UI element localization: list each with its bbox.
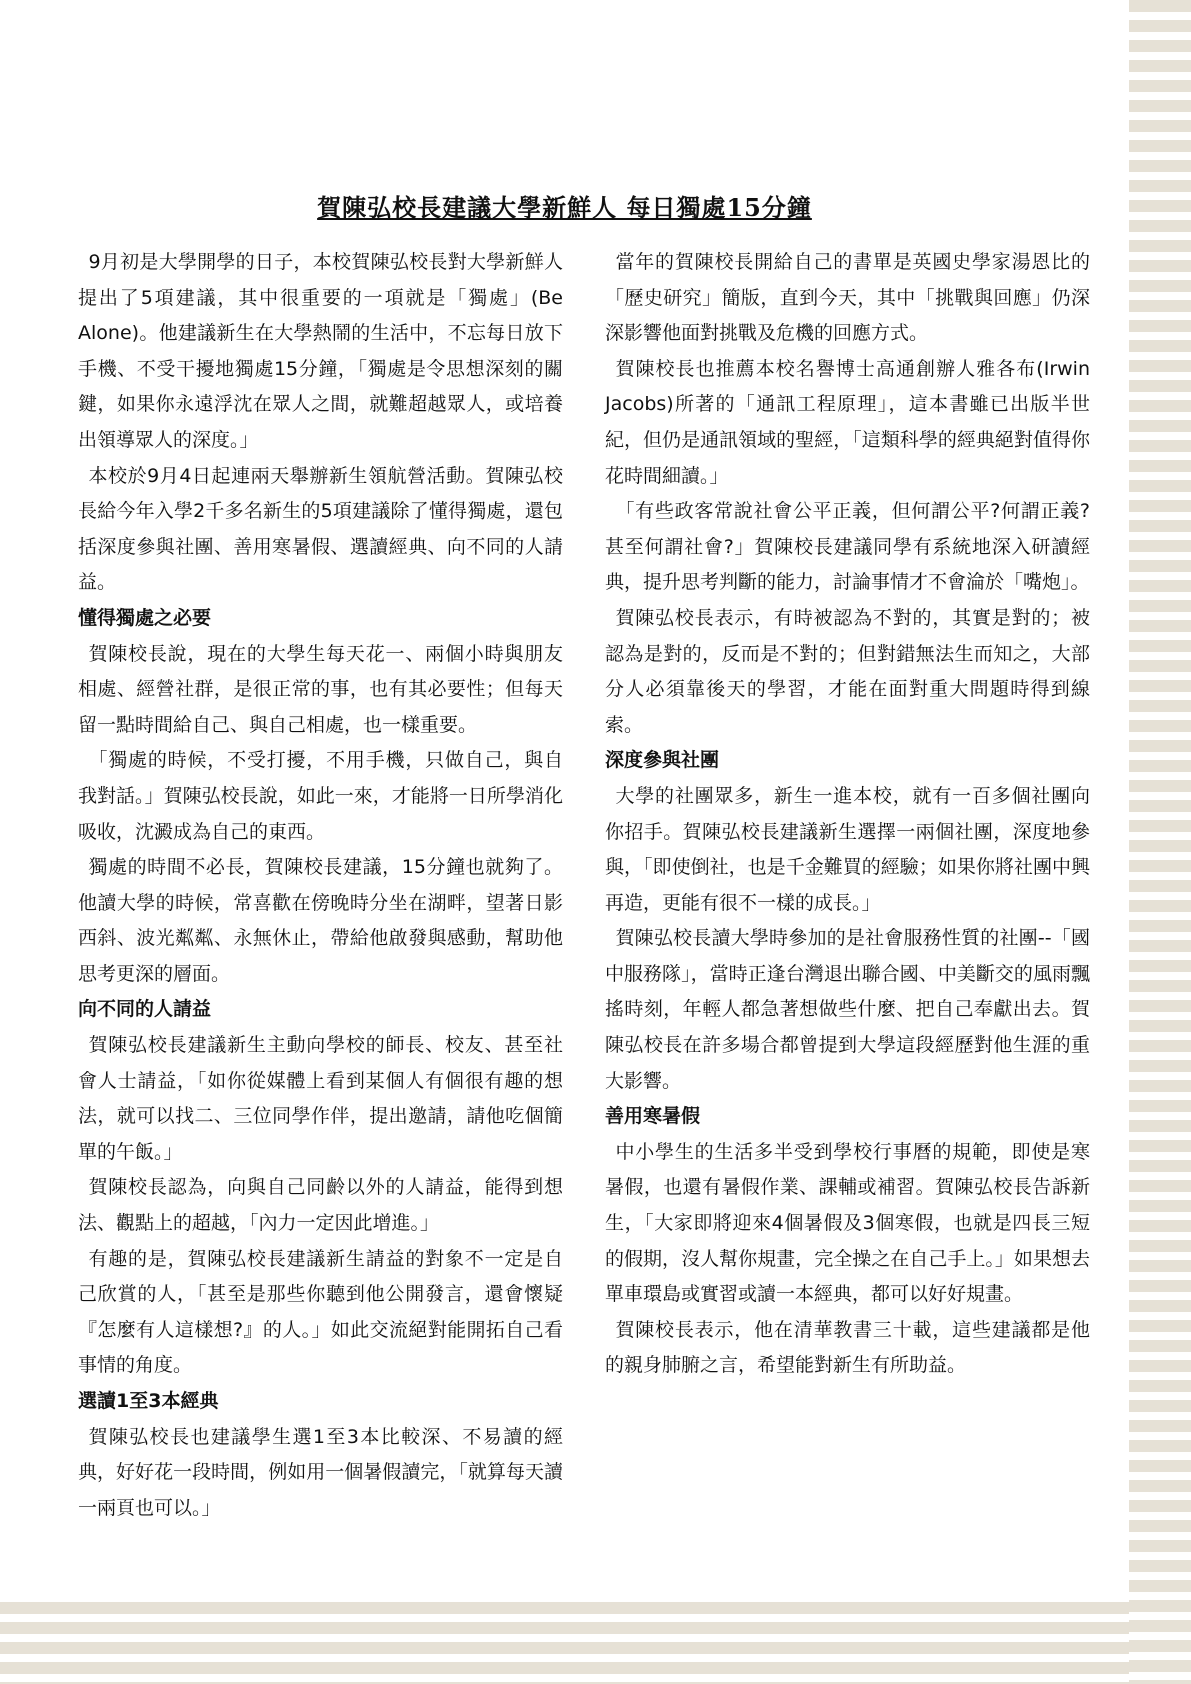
paragraph: 中小學生的生活多半受到學校行事曆的規範，即使是寒暑假，也還有暑假作業、課輔或補習。賀陳弘校長告訴新生，「大家即將迎來4個暑假及3個寒假，也就是四長三短的假期，沒人幫你規畫，完全操之在自己手上。」如果想去單車環島或實習或讀一本經典，都可以好好規畫。 [605,1140,1090,1306]
section-heading: 深度參與社團 [605,749,720,772]
article-column-left [78,245,563,1526]
paragraph: 賀陳校長說，現在的大學生每天花一、兩個小時與朋友相處、經營社群，是很正常的事，也有其必要性；但每天留一點時間給自己、與自己相處，也一樣重要。 [78,642,563,736]
paragraph: 賀陳校長認為，向與自己同齡以外的人請益，能得到想法、觀點上的超越，「內力一定因此增進。」 [78,1176,563,1235]
paragraph: 「有些政客常說社會公平正義，但何謂公平?何謂正義?甚至何謂社會?」賀陳校長建議同學有系統地深入研讀經典，提升思考判斷的能力，討論事情才不會淪於「嘴炮」。 [605,500,1090,594]
paragraph: 賀陳弘校長也建議學生選1至3本比較深、不易讀的經典，好好花一段時間，例如用一個暑假讀完，「就算每天讀一兩頁也可以。」 [78,1425,563,1519]
paragraph: 賀陳弘校長表示，有時被認為不對的，其實是對的；被認為是對的，反而是不對的；但對錯無法生而知之，大部分人必須靠後天的學習，才能在面對重大問題時得到線索。 [605,606,1090,736]
article-column-right [605,245,1090,1384]
decorative-stripes-bottom [0,1602,1129,1684]
paragraph: 9月初是大學開學的日子，本校賀陳弘校長對大學新鮮人提出了5項建議，其中很重要的一項就是「獨處」(Be Alone)。他建議新生在大學熱鬧的生活中，不忘每日放下手機、不受干擾地獨處15分鐘，「獨處是令思想深刻的關鍵，如果你永遠浮沈在眾人之間，就難超越眾人，或培養出領導眾人的深度。」 [78,251,563,451]
paragraph: 獨處的時間不必長，賀陳校長建議，15分鐘也就夠了。他讀大學的時候，常喜歡在傍晚時分坐在湖畔，望著日影西斜、波光粼粼、永無休止，帶給他啟發與感動，幫助他思考更深的層面。 [78,856,563,985]
section-heading: 懂得獨處之必要 [78,606,212,629]
section-heading: 向不同的人請益 [78,998,212,1021]
paragraph: 賀陳校長也推薦本校名譽博士高通創辦人雅各布(Irwin Jacobs)所著的「通訊工程原理」，這本書雖已出版半世紀，但仍是通訊領域的聖經，「這類科學的經典絕對值得你花時間細讀。」 [605,357,1090,487]
paragraph: 賀陳弘校長建議新生主動向學校的師長、校友、甚至社會人士請益，「如你從媒體上看到某個人有個很有趣的想法，就可以找二、三位同學作伴，提出邀請，請他吃個簡單的午飯。」 [78,1034,563,1163]
paragraph: 有趣的是，賀陳弘校長建議新生請益的對象不一定是自己欣賞的人，「甚至是那些你聽到他公開發言，還會懷疑『怎麼有人這樣想?』的人。」如此交流絕對能開拓自己看事情的角度。 [78,1247,563,1377]
paragraph: 賀陳弘校長讀大學時參加的是社會服務性質的社團--「國中服務隊」，當時正逢台灣退出聯合國、中美斷交的風雨飄搖時刻，年輕人都急著想做些什麼、把自己奉獻出去。賀陳弘校長在許多場合都曾提到大學這段經歷對他生涯的重大影響。 [605,927,1090,1092]
article-title: 賀陳弘校長建議大學新鮮人 每日獨處15分鐘 [317,193,812,222]
section-heading: 選讀1至3本經典 [78,1390,219,1412]
section-heading: 善用寒暑假 [605,1105,701,1128]
paragraph: 「獨處的時候，不受打擾，不用手機，只做自己，與自我對話。」賀陳弘校長說，如此一來，才能將一日所學消化吸收，沈澱成為自己的東西。 [78,749,563,843]
paragraph: 本校於9月4日起連兩天舉辦新生領航營活動。賀陳弘校長給今年入學2千多名新生的5項建議除了懂得獨處，還包括深度參與社團、善用寒暑假、選讀經典、向不同的人請益。 [78,464,563,594]
paragraph: 賀陳校長表示，他在清華教書三十載，這些建議都是他的親身肺腑之言，希望能對新生有所助益。 [605,1318,1090,1377]
decorative-stripes-right [1129,0,1191,1684]
paragraph: 大學的社團眾多，新生一進本校，就有一百多個社團向你招手。賀陳弘校長建議新生選擇一兩個社團，深度地參與，「即使倒社，也是千金難買的經驗；如果你將社團中興再造，更能有很不一樣的成長。」 [605,784,1090,914]
paragraph: 當年的賀陳校長開給自己的書單是英國史學家湯恩比的「歷史研究」簡版，直到今天，其中「挑戰與回應」仍深深影響他面對挑戰及危機的回應方式。 [605,251,1090,345]
